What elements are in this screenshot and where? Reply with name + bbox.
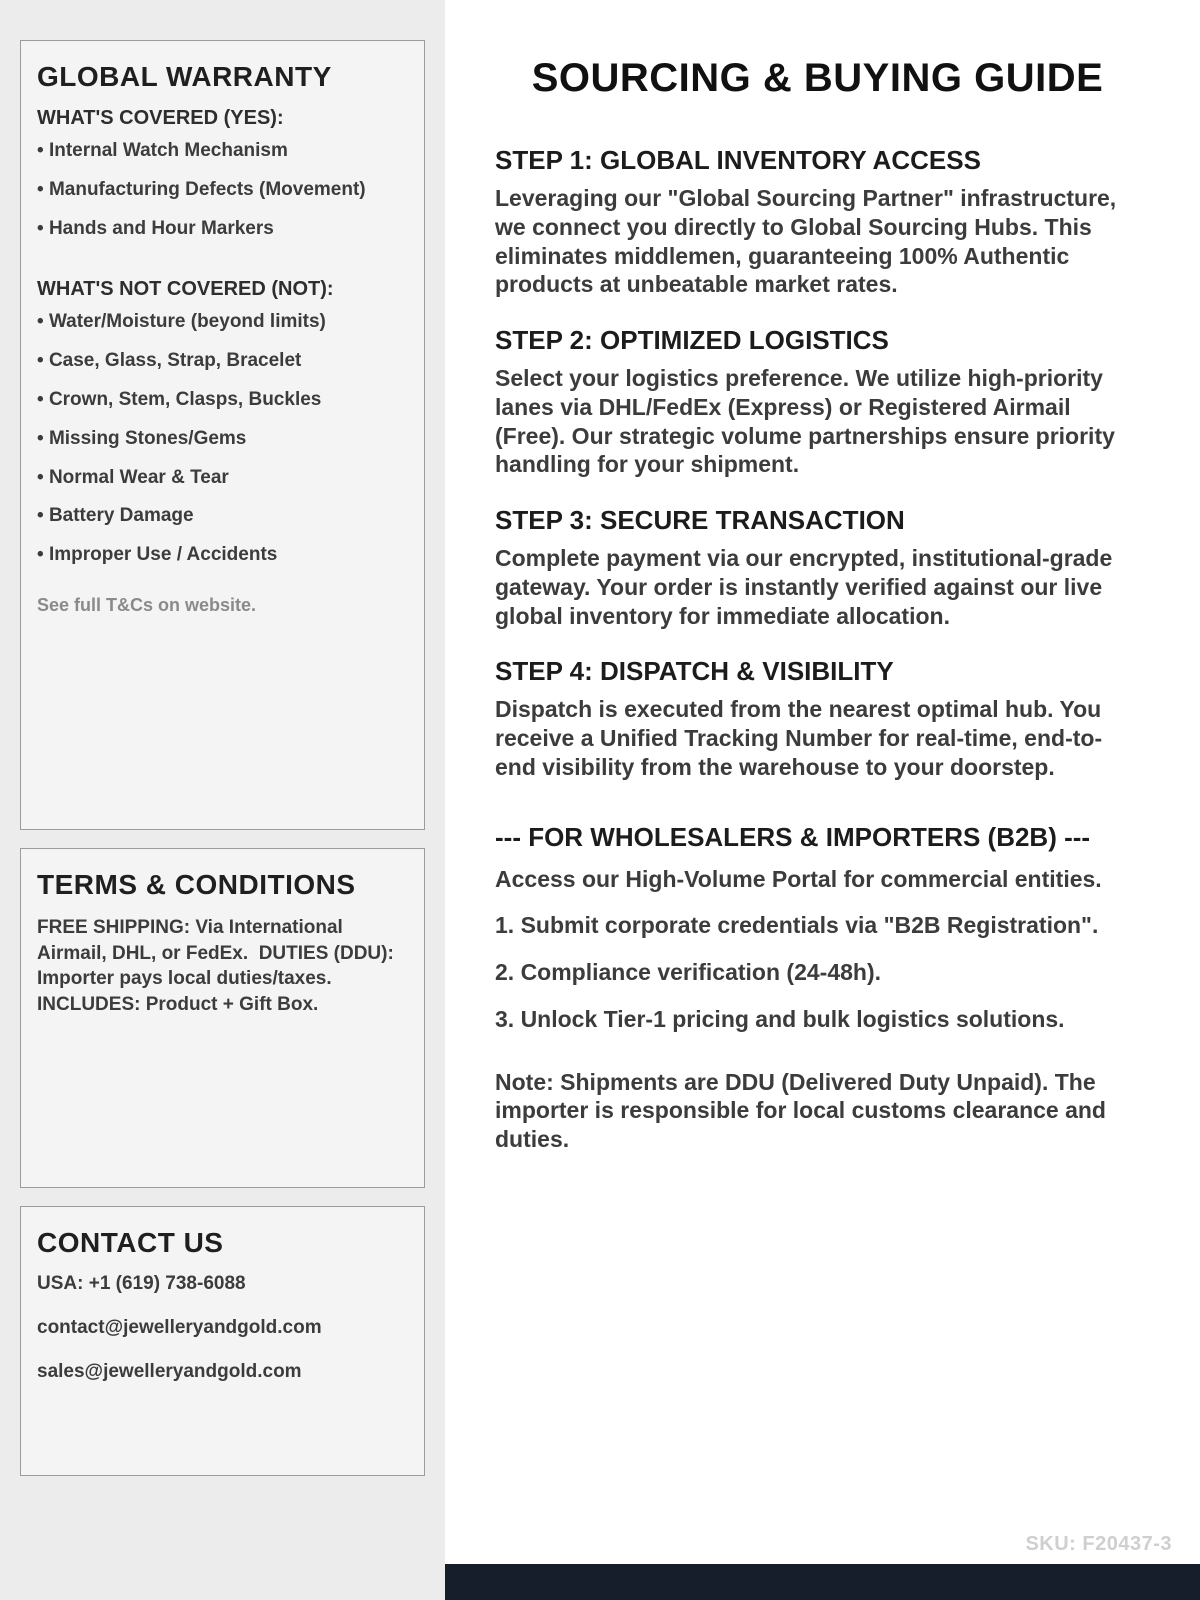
list-item: • Crown, Stem, Clasps, Buckles (37, 389, 408, 412)
step-1-body: Leveraging our "Global Sourcing Partner" infrastructure, we connect you directly to Global Sourcing Hubs. This eliminates middlemen, guaranteeing 100% Authentic products at unbeatable market rates. (495, 185, 1117, 298)
sku-label: SKU: F20437-3 (1025, 1533, 1172, 1555)
b2b-heading: --- FOR WHOLESALERS & IMPORTERS (B2B) --- (495, 821, 1091, 852)
step-4-body: Dispatch is executed from the nearest optimal hub. You receive a Unified Tracking Number for real-time, end-to-end visibility from the warehouse to your doorstep. (495, 696, 1103, 780)
list-item: • Manufacturing Defects (Movement) (37, 179, 408, 202)
list-item: • Battery Damage (37, 505, 408, 528)
covered-list (37, 140, 408, 240)
step-3 (495, 505, 1140, 630)
terms-title: TERMS & CONDITIONS (37, 869, 356, 900)
b2b-note: Note: Shipments are DDU (Delivered Duty Unpaid). The importer is responsible for local customs clearance and duties. (495, 1068, 1106, 1152)
step-1 (495, 145, 1140, 299)
list-item: • Missing Stones/Gems (37, 428, 408, 451)
covered-heading: WHAT'S COVERED (YES): (37, 107, 284, 129)
step-2-heading: STEP 2: OPTIMIZED LOGISTICS (495, 325, 889, 355)
warranty-title: GLOBAL WARRANTY (37, 61, 332, 92)
step-3-heading: STEP 3: SECURE TRANSACTION (495, 505, 905, 535)
warranty-box (20, 40, 425, 830)
b2b-section (495, 822, 1140, 1154)
b2b-item-2: 2. Compliance verification (24-48h). (495, 959, 882, 985)
list-item: • Internal Watch Mechanism (37, 140, 408, 163)
step-4-heading: STEP 4: DISPATCH & VISIBILITY (495, 656, 894, 687)
warranty-footnote: See full T&Cs on website. (37, 594, 257, 615)
main-content (445, 0, 1200, 1600)
sales-email: sales@jewelleryandgold.com (37, 1361, 302, 1382)
terms-box (20, 848, 425, 1188)
footer-bar (445, 1564, 1200, 1600)
step-2 (495, 325, 1140, 479)
list-item: • Improper Use / Accidents (37, 544, 408, 567)
list-item: • Normal Wear & Tear (37, 467, 408, 490)
contact-title: CONTACT US (37, 1227, 224, 1258)
contact-phone: USA: +1 (619) 738-6088 (37, 1273, 246, 1294)
b2b-item-1: 1. Submit corporate credentials via "B2B Registration". (495, 912, 1099, 939)
not-covered-heading: WHAT'S NOT COVERED (NOT): (37, 278, 334, 301)
not-covered-list (37, 311, 408, 567)
contact-email: contact@jewelleryandgold.com (37, 1317, 322, 1338)
contact-box (20, 1206, 425, 1476)
step-1-heading: STEP 1: GLOBAL INVENTORY ACCESS (495, 145, 981, 175)
list-item: • Case, Glass, Strap, Bracelet (37, 350, 408, 373)
list-item: • Water/Moisture (beyond limits) (37, 311, 408, 334)
terms-body: FREE SHIPPING: Via International Airmail, DHL, or FedEx. DUTIES (DDU): Importer pays local duties/taxes. INCLUDES: Product + Gift Box. (37, 917, 400, 1015)
step-3-body: Complete payment via our encrypted, institutional-grade gateway. Your order is instantly verified against our live global inventory for immediate allocation. (495, 545, 1113, 629)
step-2-body: Select your logistics preference. We utilize high-priority lanes via DHL/FedEx (Express) or Registered Airmail (Free). Our strategic volume partnerships ensure priority handling for your shipment. (495, 365, 1115, 478)
list-item: • Hands and Hour Markers (37, 218, 408, 241)
page-title: SOURCING & BUYING GUIDE (531, 56, 1104, 100)
step-4 (495, 656, 1140, 781)
b2b-item-3: 3. Unlock Tier-1 pricing and bulk logistics solutions. (495, 1005, 1065, 1032)
b2b-intro: Access our High-Volume Portal for commercial entities. (495, 865, 1102, 892)
sidebar (0, 0, 445, 1600)
